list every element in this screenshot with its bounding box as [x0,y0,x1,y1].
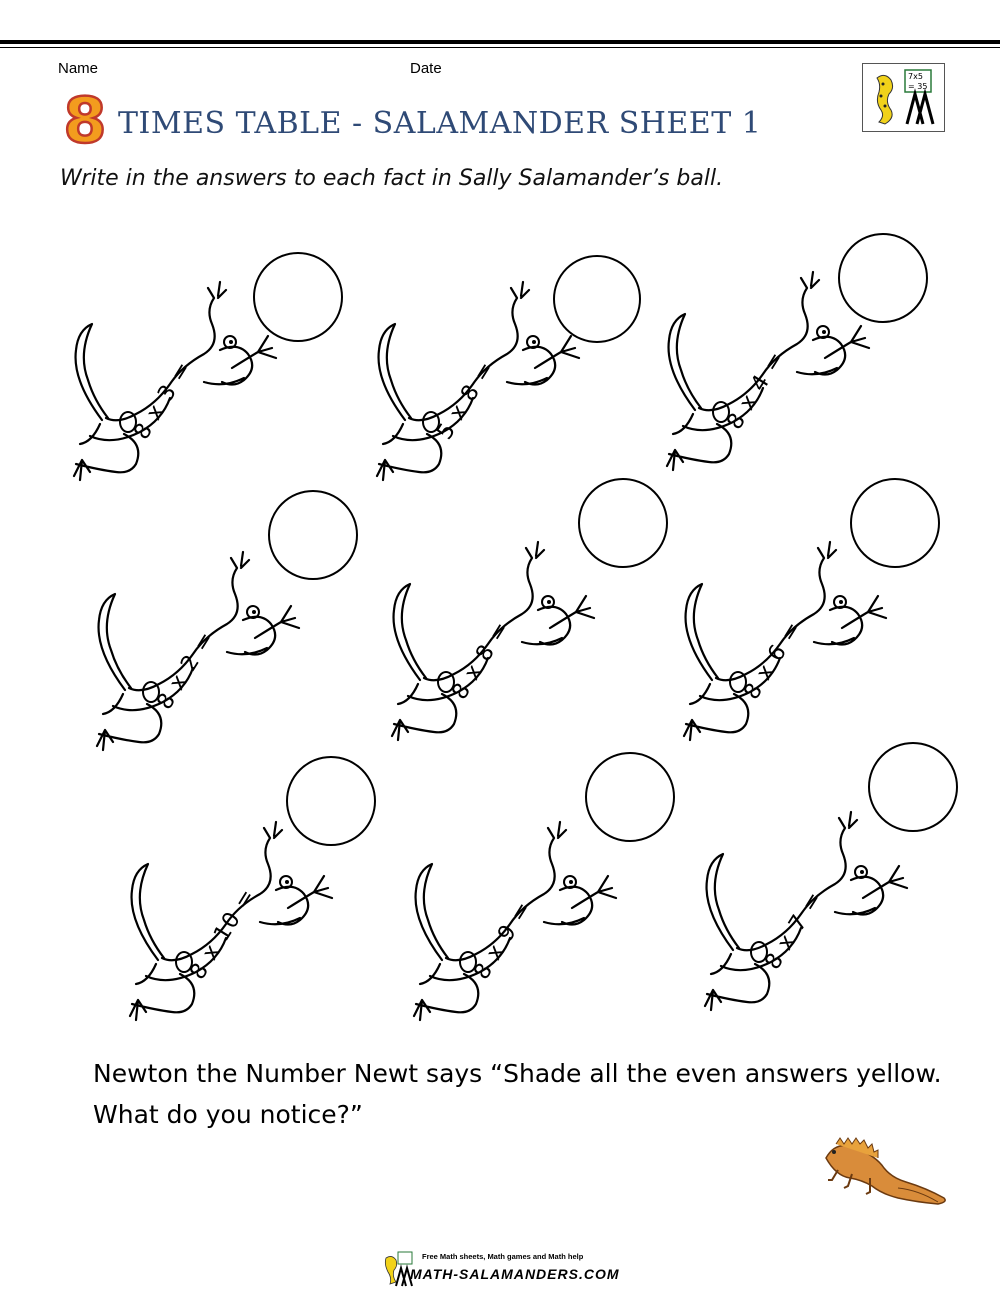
name-label: Name [58,60,99,77]
number-eight-glyph: 8 [63,88,107,150]
newton-line-1: Newton the Number Newt says “Shade all the even answers yellow. [93,1059,942,1088]
answer-ball[interactable] [850,478,940,568]
answer-ball[interactable] [253,252,343,342]
newton-instruction [93,1053,953,1135]
salamander-logo [862,63,945,132]
answer-ball[interactable] [585,752,675,842]
fact-label: 8 x 2 = [152,626,220,715]
number-eight-icon [62,88,108,150]
date-label: Date [410,60,442,77]
logo-text-bottom: = 35 [908,82,928,91]
answer-ball[interactable] [578,478,668,568]
answer-ball[interactable] [553,255,641,343]
newton-line-2: What do you notice?” [93,1100,363,1129]
top-rule-thin [0,47,1000,48]
fact-label: 8 x 9 = [469,896,537,985]
footer-tagline: Free Math sheets, Math games and Math help [422,1252,584,1261]
fact-label: 8 x 4 = [722,346,790,435]
salamander-fact-card [118,790,418,1060]
footer-brand [380,1250,630,1290]
answer-ball[interactable] [286,756,376,846]
newt-illustration [818,1130,948,1210]
page-title: TIMES TABLE - SALAMANDER SHEET 1 [118,106,762,141]
fact-label: 8 x 7 = [760,886,828,975]
answer-ball[interactable] [268,490,358,580]
fact-label: 8 x 3 = [129,356,197,445]
salamander-fact-card [693,780,993,1050]
fact-label: 8 x 6 = [739,616,807,705]
fact-label: 8 x 10 = [185,884,261,985]
logo-text-top: 7x5 [908,72,923,81]
fact-label: 5 x 8 = [432,356,500,445]
footer-site-link[interactable]: MATH-SALAMANDERS.COM [410,1266,620,1282]
instructions: Write in the answers to each fact in Sally Salamander’s ball. [60,166,724,191]
answer-ball[interactable] [838,233,928,323]
top-rule [0,40,1000,44]
fact-label: 8 x 8 = [447,616,515,705]
answer-ball[interactable] [868,742,958,832]
